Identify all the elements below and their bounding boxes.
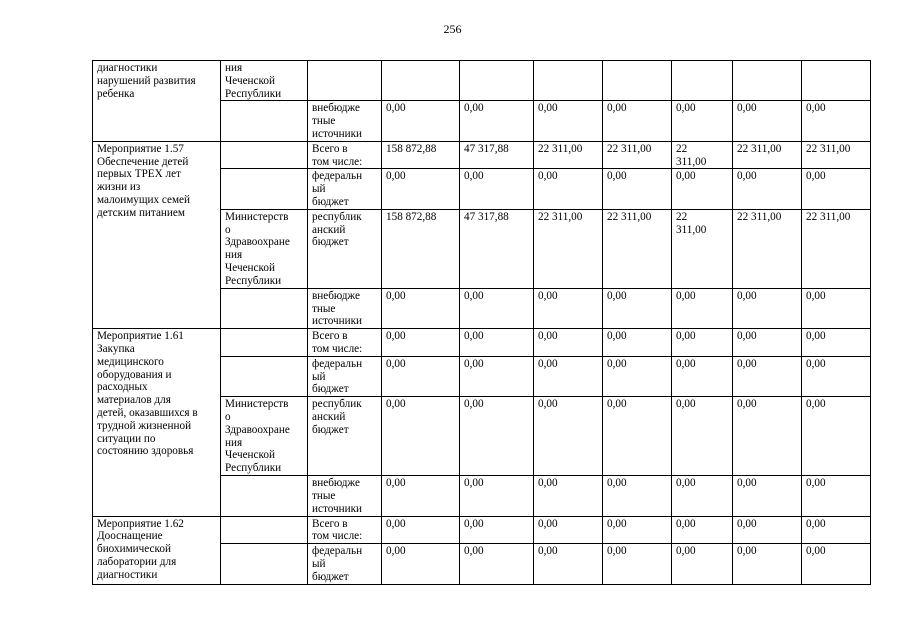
table-row: [93, 516, 871, 544]
budget-table: [92, 60, 871, 585]
table-cell: 0,00: [460, 516, 534, 544]
table-cell: 0,00: [603, 544, 672, 584]
table-cell: Мероприятие 1.61 Закупка медицинского оборудования и расходных материалов для детей, оказавшихся в трудной жизненной ситуации по состоянию здоровья: [93, 329, 221, 516]
table-cell: [221, 516, 308, 544]
table-cell: 0,00: [382, 329, 460, 357]
table-cell: 0,00: [733, 544, 802, 584]
table-cell: 0,00: [534, 169, 603, 209]
table-cell: 22 311,00: [534, 141, 603, 169]
table-cell: [308, 61, 382, 101]
table-cell: 0,00: [802, 101, 871, 141]
table-cell: 0,00: [534, 356, 603, 396]
table-cell: внебюдже тные источники: [308, 101, 382, 141]
table-cell: Всего в том числе:: [308, 329, 382, 357]
table-cell: 22 311,00: [802, 209, 871, 288]
table-cell: 0,00: [534, 288, 603, 328]
table-body: [93, 61, 871, 585]
table-cell: [603, 61, 672, 101]
table-cell: 0,00: [534, 329, 603, 357]
table-cell: 0,00: [672, 397, 733, 476]
table-cell: 158 872,88: [382, 141, 460, 169]
table-cell: Всего в том числе:: [308, 516, 382, 544]
table-cell: ния Чеченской Республики: [221, 61, 308, 101]
table-cell: 0,00: [603, 169, 672, 209]
table-cell: 0,00: [382, 101, 460, 141]
table-cell: Министерств о Здравоохране ния Чеченской Республики: [221, 209, 308, 288]
table-cell: 0,00: [733, 516, 802, 544]
table-cell: 0,00: [672, 356, 733, 396]
table-cell: 0,00: [603, 329, 672, 357]
table-row: [93, 141, 871, 169]
table-cell: 22 311,00: [672, 141, 733, 169]
table-cell: 22 311,00: [802, 141, 871, 169]
table-cell: 0,00: [603, 476, 672, 516]
table-cell: 22 311,00: [733, 141, 802, 169]
table-cell: 0,00: [802, 476, 871, 516]
table-cell: 0,00: [672, 169, 733, 209]
table-cell: республик анский бюджет: [308, 397, 382, 476]
table-cell: [221, 101, 308, 141]
table-cell: республик анский бюджет: [308, 209, 382, 288]
table-cell: 0,00: [603, 288, 672, 328]
table-row: [93, 61, 871, 101]
table-cell: 22 311,00: [534, 209, 603, 288]
table-cell: [221, 329, 308, 357]
table-cell: 0,00: [460, 544, 534, 584]
table-cell: 22 311,00: [603, 209, 672, 288]
page-number: 256: [443, 22, 462, 36]
table-cell: 22 311,00: [733, 209, 802, 288]
table-cell: 0,00: [460, 356, 534, 396]
table-cell: 0,00: [672, 288, 733, 328]
table-cell: 0,00: [382, 544, 460, 584]
table-cell: 0,00: [382, 397, 460, 476]
table-cell: [534, 61, 603, 101]
table-cell: [221, 544, 308, 584]
table-cell: 0,00: [733, 329, 802, 357]
table-cell: 0,00: [733, 356, 802, 396]
table-cell: 0,00: [733, 476, 802, 516]
table-cell: 0,00: [672, 544, 733, 584]
table-cell: 0,00: [460, 476, 534, 516]
table-cell: 0,00: [460, 288, 534, 328]
table-cell: 0,00: [603, 516, 672, 544]
table-cell: 0,00: [603, 397, 672, 476]
table-cell: [672, 61, 733, 101]
table-cell: 0,00: [382, 516, 460, 544]
table-cell: Мероприятие 1.62 Дооснащение биохимической лаборатории для диагностики: [93, 516, 221, 584]
table-cell: 0,00: [802, 516, 871, 544]
table-cell: 22 311,00: [603, 141, 672, 169]
table-cell: 0,00: [460, 329, 534, 357]
table-cell: 0,00: [802, 356, 871, 396]
table-cell: 0,00: [802, 544, 871, 584]
table-cell: 0,00: [382, 476, 460, 516]
table-cell: 0,00: [802, 288, 871, 328]
table-cell: федеральн ый бюджет: [308, 544, 382, 584]
table-cell: [221, 141, 308, 169]
table-cell: 0,00: [534, 516, 603, 544]
table-cell: [733, 61, 802, 101]
table-cell: 0,00: [802, 329, 871, 357]
table-cell: 47 317,88: [460, 209, 534, 288]
table-cell: 22 311,00: [672, 209, 733, 288]
table-cell: [802, 61, 871, 101]
table-cell: 0,00: [733, 101, 802, 141]
table-cell: [221, 288, 308, 328]
table-cell: 0,00: [672, 329, 733, 357]
table-cell: 0,00: [672, 476, 733, 516]
table-cell: 0,00: [802, 169, 871, 209]
table-cell: 0,00: [802, 397, 871, 476]
table-cell: 0,00: [534, 476, 603, 516]
table-cell: [221, 356, 308, 396]
table-cell: [460, 61, 534, 101]
table-cell: внебюдже тные источники: [308, 476, 382, 516]
table-cell: Мероприятие 1.57 Обеспечение детей первых ТРЕХ лет жизни из малоимущих семей детским питанием: [93, 141, 221, 328]
table-cell: 0,00: [733, 169, 802, 209]
table-row: [93, 329, 871, 357]
table-cell: [221, 476, 308, 516]
table-cell: 0,00: [733, 288, 802, 328]
table-cell: 0,00: [382, 288, 460, 328]
table-cell: 0,00: [460, 169, 534, 209]
table-cell: 0,00: [534, 544, 603, 584]
table-cell: диагностики нарушений развития ребенка: [93, 61, 221, 142]
table-cell: 0,00: [382, 169, 460, 209]
table-cell: 0,00: [603, 356, 672, 396]
table-cell: 0,00: [460, 397, 534, 476]
table-cell: 0,00: [733, 397, 802, 476]
table-cell: 0,00: [603, 101, 672, 141]
table-cell: Министерств о Здравоохране ния Чеченской Республики: [221, 397, 308, 476]
table-cell: внебюдже тные источники: [308, 288, 382, 328]
table-cell: Всего в том числе:: [308, 141, 382, 169]
table-cell: [382, 61, 460, 101]
table-cell: [221, 169, 308, 209]
table-cell: 0,00: [672, 516, 733, 544]
table-cell: 0,00: [534, 101, 603, 141]
table-cell: 47 317,88: [460, 141, 534, 169]
table-cell: 158 872,88: [382, 209, 460, 288]
table-cell: 0,00: [382, 356, 460, 396]
table-cell: 0,00: [534, 397, 603, 476]
table-cell: федеральн ый бюджет: [308, 356, 382, 396]
table-cell: федеральн ый бюджет: [308, 169, 382, 209]
table-cell: 0,00: [672, 101, 733, 141]
table-cell: 0,00: [460, 101, 534, 141]
